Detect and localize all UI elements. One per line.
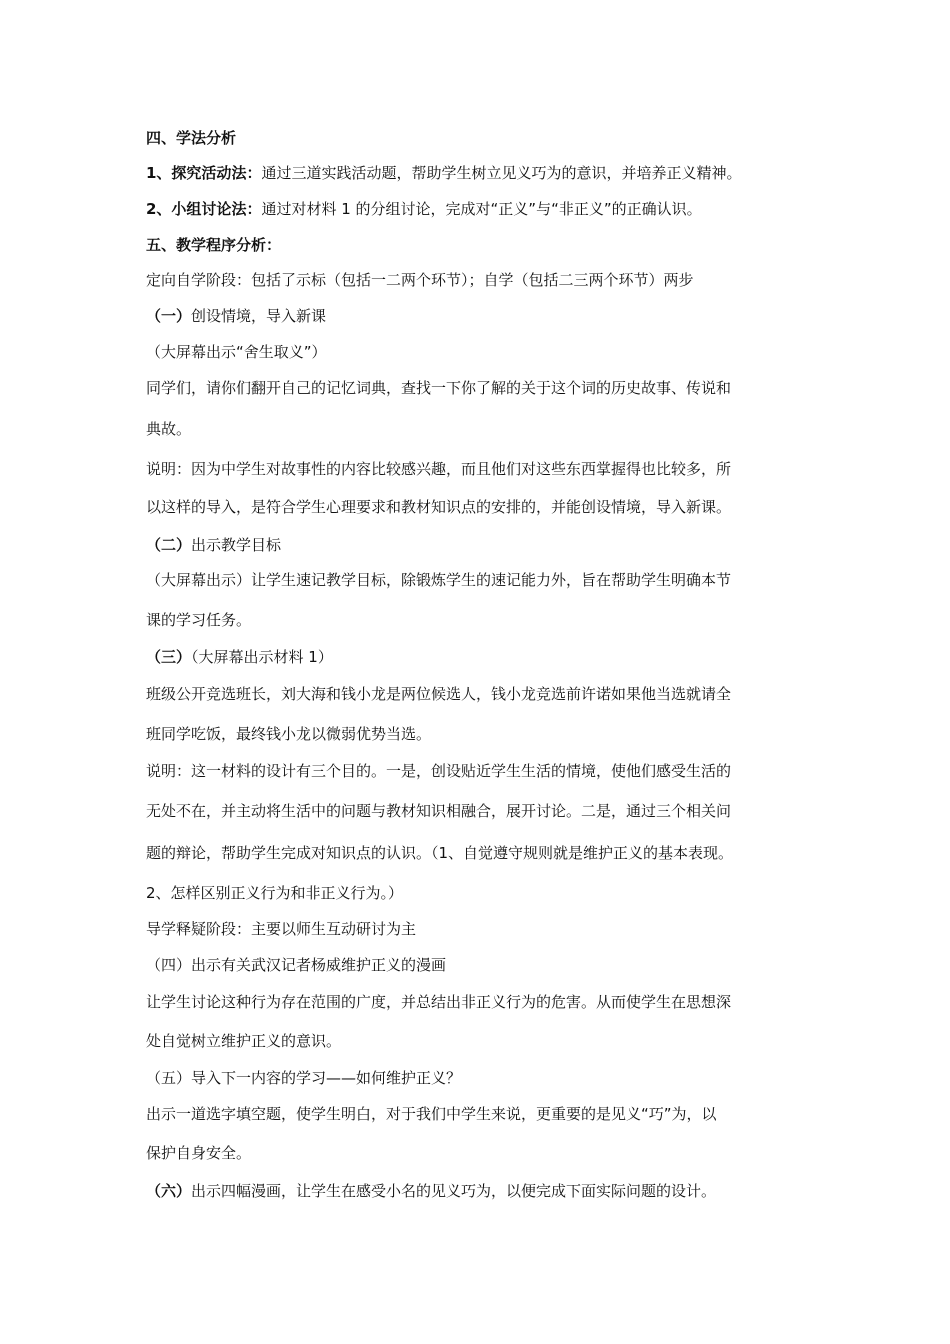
step-1-note-line-2: 以这样的导入，是符合学生心理要求和教材知识点的安排的，并能创设情境，导入新课。 (146, 498, 732, 516)
stage-2-text: 导学释疑阶段：主要以师生互动研讨为主 (146, 920, 417, 938)
step-1-label: （一） (146, 307, 192, 325)
step-1-screen: （大屏幕出示“舍生取义”） (146, 343, 327, 361)
step-4-para-line-2: 处自觉树立维护正义的意识。 (146, 1032, 342, 1050)
section4-heading: 四、学法分析 (146, 129, 237, 147)
step-3-title (146, 647, 333, 667)
step-2-label: （二） (146, 536, 192, 554)
step-5-para-line-1: 出示一道选字填空题，使学生明白，对于我们中学生来说，更重要的是见义“巧”为，以 (146, 1105, 717, 1123)
step-1-para-line-2: 典故。 (146, 420, 192, 438)
step-2-para-line-2: 课的学习任务。 (146, 611, 252, 629)
method-item-2-text: 通过对材料 1 的分组讨论，完成对“正义”与“非正义”的正确认识。 (261, 200, 702, 218)
method-item-1 (146, 163, 741, 183)
step-3-note-line-3: 题的辩论，帮助学生完成对知识点的认识。（1、自觉遵守规则就是维护正义的基本表现。 (146, 844, 734, 862)
step-1-text: 创设情境，导入新课 (191, 307, 327, 325)
step-3-label: （三） (146, 648, 192, 666)
step-5-para-line-2: 保护自身安全。 (146, 1144, 252, 1162)
step-3-note-line-1: 说明：这一材料的设计有三个目的。一是，创设贴近学生生活的情境，使他们感受生活的 (146, 762, 732, 780)
step-3-note-line-4: 2、怎样区别正义行为和非正义行为。） (146, 884, 404, 902)
step-2-text: 出示教学目标 (191, 536, 282, 554)
step-3-para-line-2: 班同学吃饭，最终钱小龙以微弱优势当选。 (146, 725, 432, 743)
stage-1-text: 定向自学阶段：包括了示标（包括一二两个环节）；自学（包括二三两个环节）两步 (146, 271, 694, 289)
step-3-text: （大屏幕出示材料 1） (191, 648, 333, 666)
method-item-2-label: 2、小组讨论法： (146, 200, 262, 218)
step-4-para-line-1: 让学生讨论这种行为存在范围的广度，并总结出非正义行为的危害。从而使学生在思想深 (146, 993, 732, 1011)
step-6-title (146, 1181, 716, 1201)
step-6-label: （六） (146, 1182, 192, 1200)
step-3-para-line-1: 班级公开竞选班长，刘大海和钱小龙是两位候选人，钱小龙竞选前许诺如果他当选就请全 (146, 685, 732, 703)
step-1-note-line-1: 说明：因为中学生对故事性的内容比较感兴趣，而且他们对这些东西掌握得也比较多，所 (146, 460, 732, 478)
step-5-title: （五）导入下一内容的学习——如何维护正义？ (146, 1069, 462, 1087)
step-2-para-line-1: （大屏幕出示）让学生速记教学目标，除锻炼学生的速记能力外，旨在帮助学生明确本节 (146, 571, 732, 589)
method-item-2 (146, 199, 702, 219)
method-item-1-label: 1、探究活动法： (146, 164, 262, 182)
step-4-title: （四）出示有关武汉记者杨威维护正义的漫画 (146, 956, 447, 974)
step-2-title (146, 535, 281, 555)
step-6-text: 出示四幅漫画，让学生在感受小名的见义巧为，以便完成下面实际问题的设计。 (191, 1182, 717, 1200)
step-3-note-line-2: 无处不在，并主动将生活中的问题与教材知识相融合，展开讨论。二是，通过三个相关问 (146, 802, 732, 820)
step-1-para-line-1: 同学们，请你们翻开自己的记忆词典，查找一下你了解的关于这个词的历史故事、传说和 (146, 379, 732, 397)
section5-heading: 五、教学程序分析： (146, 236, 282, 254)
step-1-title (146, 306, 326, 326)
method-item-1-text: 通过三道实践活动题，帮助学生树立见义巧为的意识，并培养正义精神。 (261, 164, 742, 182)
